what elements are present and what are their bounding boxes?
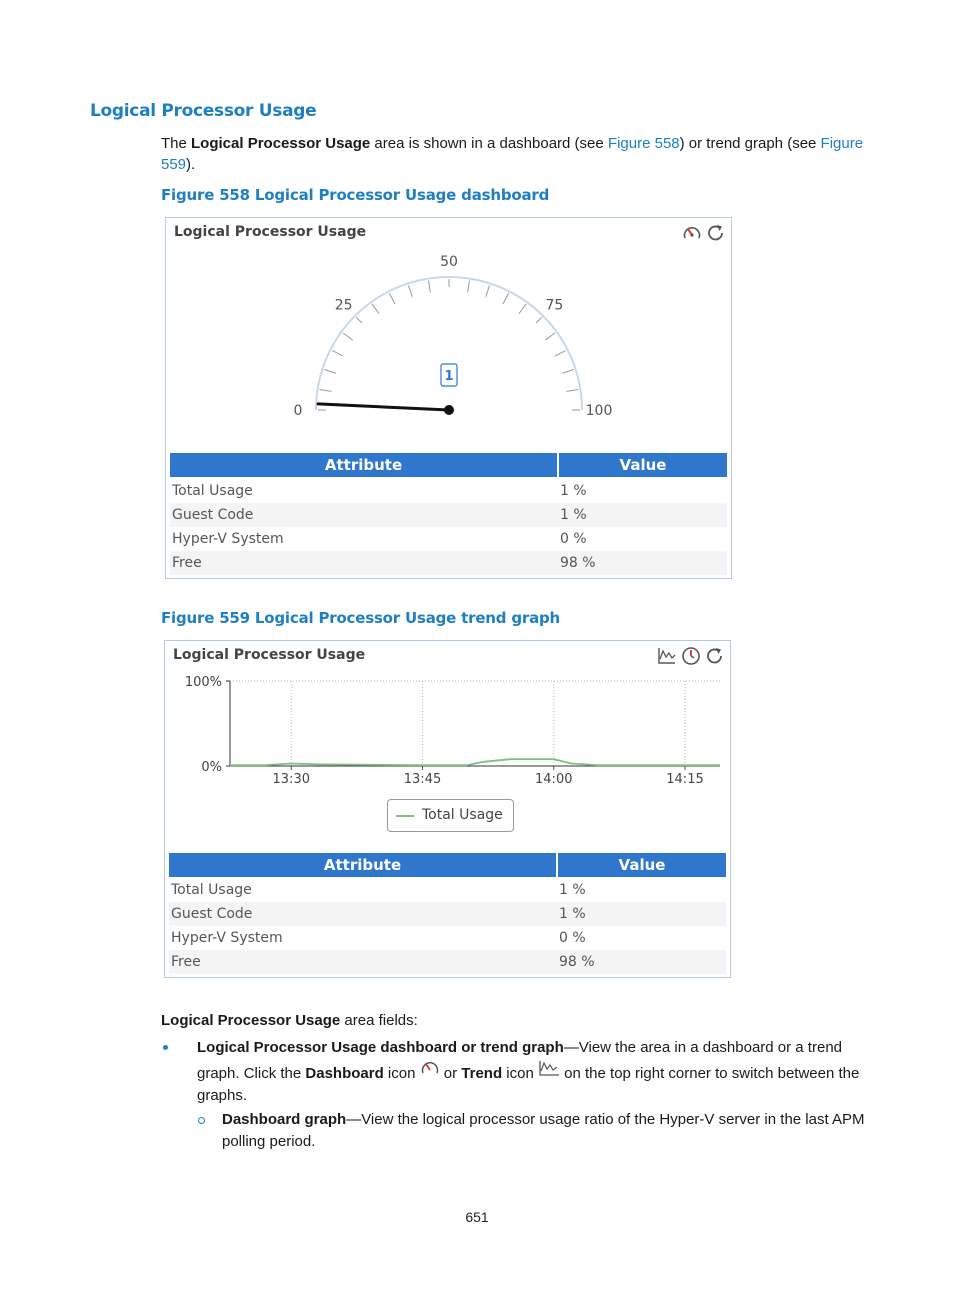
item-text: icon: [502, 1064, 538, 1082]
gauge-tick: [390, 293, 395, 304]
sub-bullet-item: [222, 1109, 872, 1153]
refresh-icon[interactable]: [705, 646, 725, 666]
table-header-value: Value: [558, 853, 726, 877]
item-text: —View the area in a dashboard or a trend: [563, 1039, 842, 1056]
gauge-tick-label: 100: [585, 403, 613, 419]
fields-bold: Logical Processor Usage: [161, 1012, 341, 1029]
gauge-tick: [468, 281, 470, 293]
panel-title: Logical Processor Usage: [174, 224, 367, 240]
figure-559-caption: Figure 559 Logical Processor Usage trend graph: [161, 609, 561, 627]
gauge-tick-label: 0: [293, 403, 303, 419]
value-cell: 1 %: [560, 483, 587, 499]
item-text: graphs.: [197, 1087, 248, 1104]
attribute-cell: Hyper-V System: [172, 531, 284, 547]
y-tick-label: 0%: [201, 760, 222, 775]
table-header-attribute: Attribute: [170, 453, 557, 477]
gauge-tick: [567, 390, 579, 392]
gauge-tick-label: 50: [440, 254, 458, 270]
figure-559-link-cont[interactable]: 559: [161, 156, 187, 173]
gauge-tick: [503, 293, 508, 304]
table-row: [169, 950, 726, 974]
intro-text: ) or trend graph (see: [679, 135, 821, 152]
sub-bullet-icon: [198, 1117, 205, 1124]
table-row: [170, 503, 727, 527]
table-row: [169, 926, 726, 950]
value-cell: 98 %: [559, 954, 595, 970]
item-text: polling period.: [222, 1133, 316, 1150]
dashboard-icon[interactable]: [682, 223, 702, 243]
attribute-cell: Total Usage: [171, 882, 252, 898]
attribute-cell: Free: [172, 555, 202, 571]
legend-swatch: [396, 815, 414, 817]
value-cell: 1 %: [559, 882, 586, 898]
table-row: [170, 551, 727, 575]
intro-text: area is shown in a dashboard (see: [370, 135, 608, 152]
intro-paragraph: [161, 133, 869, 175]
table-row: [169, 878, 726, 902]
value-cell: 1 %: [559, 906, 586, 922]
table-row: [170, 479, 727, 503]
value-cell: 1 %: [560, 507, 587, 523]
figure-558-caption: Figure 558 Logical Processor Usage dashboard: [161, 186, 550, 204]
trend-panel: [164, 640, 731, 978]
intro-text: The: [161, 135, 192, 152]
value-cell: 98 %: [560, 555, 596, 571]
attribute-cell: Guest Code: [171, 906, 253, 922]
item-text: or: [439, 1064, 462, 1082]
fields-intro: [161, 1010, 869, 1031]
item-bold: Dashboard graph: [222, 1111, 347, 1128]
bullet-item: [197, 1037, 869, 1108]
chart-legend[interactable]: [387, 799, 514, 832]
gauge-tick: [486, 285, 490, 296]
gauge-tick: [356, 317, 362, 323]
table-row: [169, 902, 726, 926]
gauge-tick-label: 25: [334, 297, 353, 314]
item-text: graph. Click the: [197, 1064, 306, 1082]
x-tick-label: 13:30: [272, 772, 310, 787]
dashboard-icon: [420, 1060, 440, 1076]
gauge-tick-label: 75: [545, 297, 564, 314]
table-header-attribute: Attribute: [169, 853, 556, 877]
item-text: on the top right corner to switch between the: [560, 1064, 860, 1082]
value-cell: 0 %: [560, 531, 587, 547]
trend-icon[interactable]: [657, 646, 677, 666]
gauge-tick: [545, 333, 555, 340]
attribute-cell: Guest Code: [172, 507, 254, 523]
section-title: Logical Processor Usage: [90, 101, 317, 121]
page-number: 651: [465, 1209, 489, 1225]
fields-text: area fields:: [340, 1012, 418, 1029]
series-line-total-usage: [230, 759, 720, 765]
panel-title: Logical Processor Usage: [173, 647, 366, 663]
item-text: —View the logical processor usage ratio of the Hyper-V server in the last APM: [346, 1111, 865, 1128]
gauge-tick: [324, 370, 335, 374]
x-tick-label: 14:15: [666, 772, 704, 787]
gauge-tick: [562, 370, 573, 374]
attribute-cell: Hyper-V System: [171, 930, 283, 946]
attribute-cell: Free: [171, 954, 201, 970]
gauge-pivot: [444, 405, 454, 415]
gauge-chart: [166, 248, 731, 448]
item-bold: Logical Processor Usage dashboard or trend graph: [197, 1039, 564, 1056]
x-tick-label: 14:00: [535, 772, 573, 787]
gauge-tick: [536, 317, 542, 323]
gauge-tick: [332, 351, 343, 356]
x-tick-label: 13:45: [403, 772, 442, 787]
gauge-tick: [555, 351, 566, 356]
table-header-value: Value: [559, 453, 727, 477]
y-tick-label: 100%: [184, 675, 222, 690]
gauge-needle: [318, 404, 449, 410]
item-bold: Trend: [461, 1064, 503, 1082]
value-cell: 0 %: [559, 930, 586, 946]
legend-label: Total Usage: [422, 807, 503, 823]
figure-559-link[interactable]: Figure: [820, 135, 864, 152]
gauge-tick: [343, 333, 353, 340]
intro-text: ).: [186, 156, 196, 173]
attribute-cell: Total Usage: [172, 483, 253, 499]
gauge-value-label: 1: [444, 369, 454, 384]
gauge-tick: [320, 390, 332, 392]
clock-icon[interactable]: [681, 646, 701, 666]
gauge-tick: [409, 285, 413, 296]
gauge-tick: [429, 281, 431, 293]
table-row: [170, 527, 727, 551]
item-text: icon: [383, 1064, 420, 1082]
gauge-tick: [519, 304, 526, 314]
item-bold: Dashboard: [305, 1064, 384, 1082]
gauge-arc: [316, 277, 582, 410]
dashboard-panel: [165, 217, 732, 579]
trend-icon: [538, 1060, 560, 1076]
trend-chart: [165, 671, 730, 791]
figure-558-link[interactable]: Figure 558: [607, 135, 680, 152]
intro-bold: Logical Processor Usage: [191, 135, 371, 152]
gauge-tick: [372, 304, 379, 314]
bullet-icon: [163, 1045, 168, 1050]
refresh-icon[interactable]: [706, 223, 726, 243]
